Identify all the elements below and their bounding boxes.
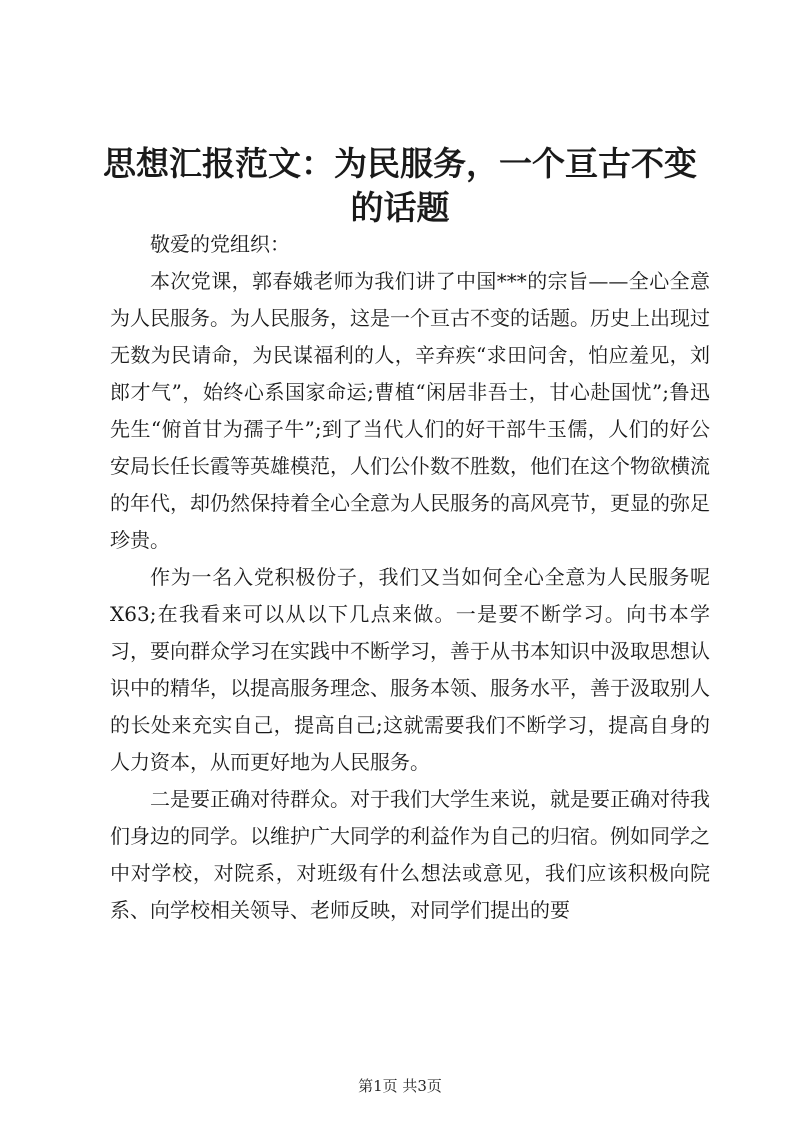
page-footer: 第1页 共3页 [358,1077,442,1095]
salutation: 敬爱的党组织： [150,232,290,256]
paragraph-3: 二是要正确对待群众。对于我们大学生来说，就是要正确对待我们身边的同学。以维护广大同学的利益作为自己的归宿。例如同学之中对学校，对院系，对班级有什么想法或意见，我们应该积极向院系、向学校相关领导、老师反映，对同学们提出的要 [110,787,710,922]
paragraph-1: 本次党课，郭春娥老师为我们讲了中国***的宗旨——全心全意为人民服务。为人民服务，这是一个亘古不变的话题。历史上出现过无数为民请命，为民谋福利的人，辛弃疾“求田问舍，怕应羞见，刘郎才气”，始终心系国家命运;曹植“闲居非吾士，甘心赴国忧”;鲁迅先生“俯首甘为孺子牛”;到了当代人们的好干部牛玉儒，人们的好公安局长任长霞等英雄模范，人们公仆数不胜数，他们在这个物欲横流的年代，却仍然保持着全心全意为人民服务的高风亮节，更显的弥足珍贵。 [110,269,710,552]
document-body [110,226,710,929]
paragraph-2: 作为一名入党积极份子，我们又当如何全心全意为人民服务呢X63;在我看来可以从以下几点来做。一是要不断学习。向书本学习，要向群众学习在实践中不断学习，善于从书本知识中汲取思想认识中的精华，以提高服务理念、服务本领、服务水平，善于汲取别人的长处来充实自己，提高自己;这就需要我们不断学习，提高自身的人力资本，从而更好地为人民服务。 [110,565,710,774]
document-title: 思想汇报范文：为民服务，一个亘古不变的话题 [103,144,697,227]
